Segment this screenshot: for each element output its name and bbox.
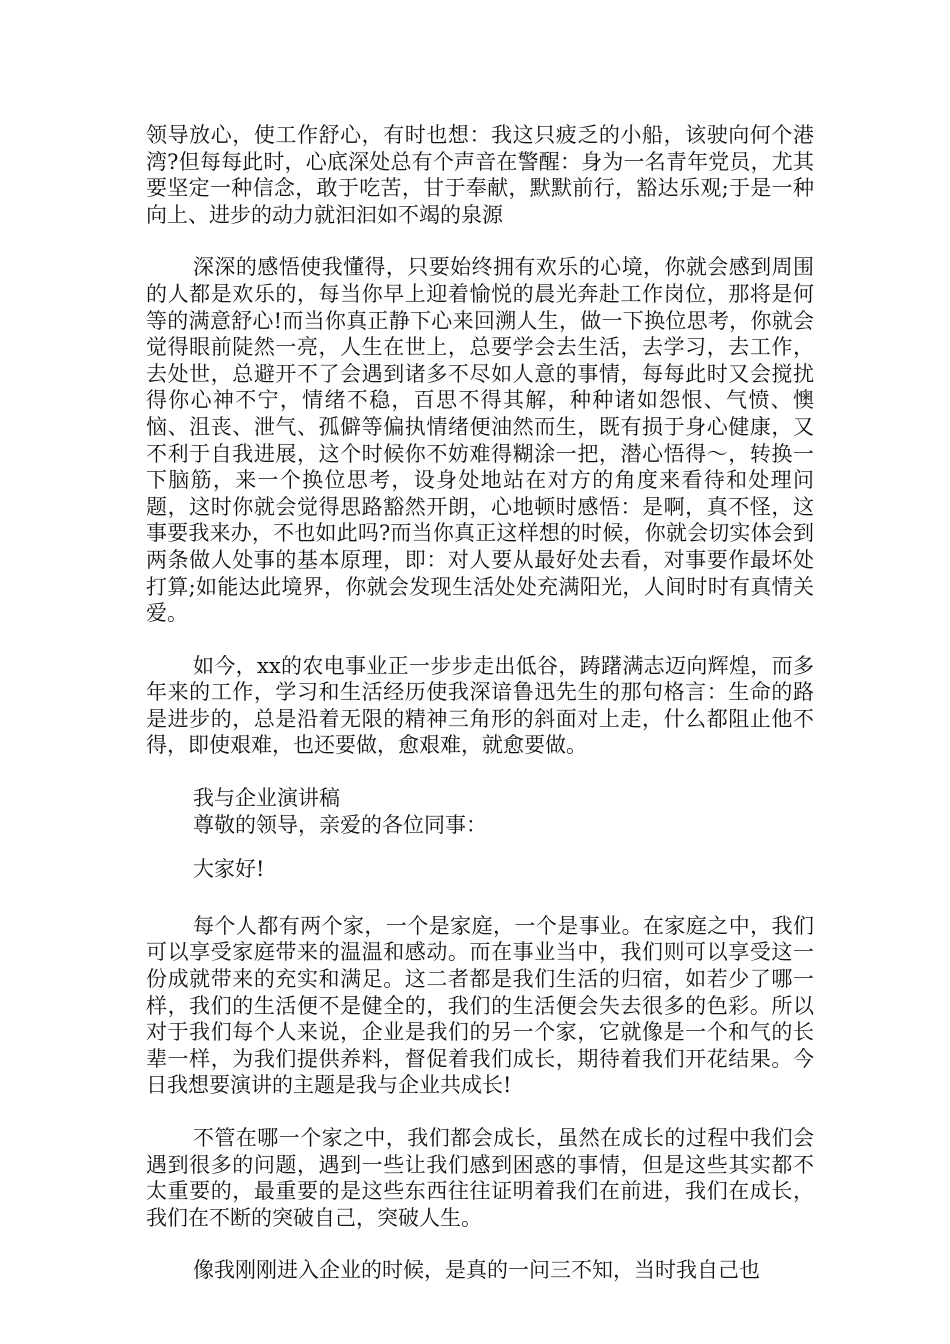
speech-salutation: 尊敬的领导，亲爱的各位同事：: [193, 812, 487, 837]
speech-paragraph-1: 每个人都有两个家，一个是家庭，一个是事业。在家庭之中，我们可以享受家庭带来的温温和感动。而在事业当中，我们则可以享受这一份成就带来的充实和满足。这二者都是我们生活的归宿，如若少了哪一样，我们的生活便不是健全的，我们的生活便会失去很多的色彩。所以对于我们每个人来说，企业是我们的另一个家，它就像是一个和气的长辈一样，为我们提供养料，督促着我们成长，期待着我们开花结果。今日我想要演讲的主题是我与企业共成长!: [146, 913, 814, 1098]
document-page: [146, 122, 814, 1310]
speech-paragraph-3: 像我刚刚进入企业的时候，是真的一问三不知，当时我自己也: [193, 1258, 760, 1283]
paragraph-2: 深深的感悟使我懂得，只要始终拥有欢乐的心境，你就会感到周围的人都是欢乐的，每当你早上迎着愉悦的晨光奔赴工作岗位，那将是何等的满意舒心!而当你真正静下心来回溯人生，做一下换位思考，你就会觉得眼前陡然一亮，人生在世上，总要学会去生活，去学习，去工作，去处世，总避开不了会遇到诸多不尽如人意的事情，每每此时又会搅扰得你心神不宁，情绪不稳，百思不得其解，种种诸如怨恨、气愤、懊恼、沮丧、泄气、孤僻等偏执情绪便油然而生，既有损于身心健康，又不利于自我进展，这个时候你不妨难得糊涂一把，潜心悟得～，转换一下脑筋，来一个换位思考，设身处地站在对方的角度来看待和处理问题，这时你就会觉得思路豁然开朗，心地顿时感悟：是啊，真不怪，这事要我来办，不也如此吗?而当你真正这样想的时候，你就会切实体会到两条做人处事的基本原理，即：对人要从最好处去看，对事要作最坏处打算;如能达此境界，你就会发现生活处处充满阳光，人间时时有真情关爱。: [146, 255, 814, 626]
speech-title: 我与企业演讲稿: [193, 786, 340, 811]
speech-paragraph-2: 不管在哪一个家之中，我们都会成长，虽然在成长的过程中我们会遇到很多的问题，遇到一些让我们感到困惑的事情，但是这些其实都不太重要的，最重要的是这些东西往往证明着我们在前进，我们在成长，我们在不断的突破自己，突破人生。: [146, 1126, 814, 1230]
paragraph-3: 如今，xx的农电事业正一步步走出低谷，踌躇满志迈向辉煌，而多年来的工作，学习和生活经历使我深谙鲁迅先生的那句格言：生命的路是进步的，总是沿着无限的精神三角形的斜面对上走，什么都阻止他不得，即使艰难，也还要做，愈艰难，就愈要做。: [146, 653, 814, 758]
speech-greeting: 大家好!: [193, 857, 265, 882]
paragraph-1: 领导放心，使工作舒心，有时也想：我这只疲乏的小船，该驶向何个港湾?但每每此时，心底深处总有个声音在警醒：身为一名青年党员，尤其要坚定一种信念，敢于吃苦，甘于奉献，默默前行，豁达乐观;于是一种向上、进步的动力就汩汩如不竭的泉源: [146, 123, 814, 227]
